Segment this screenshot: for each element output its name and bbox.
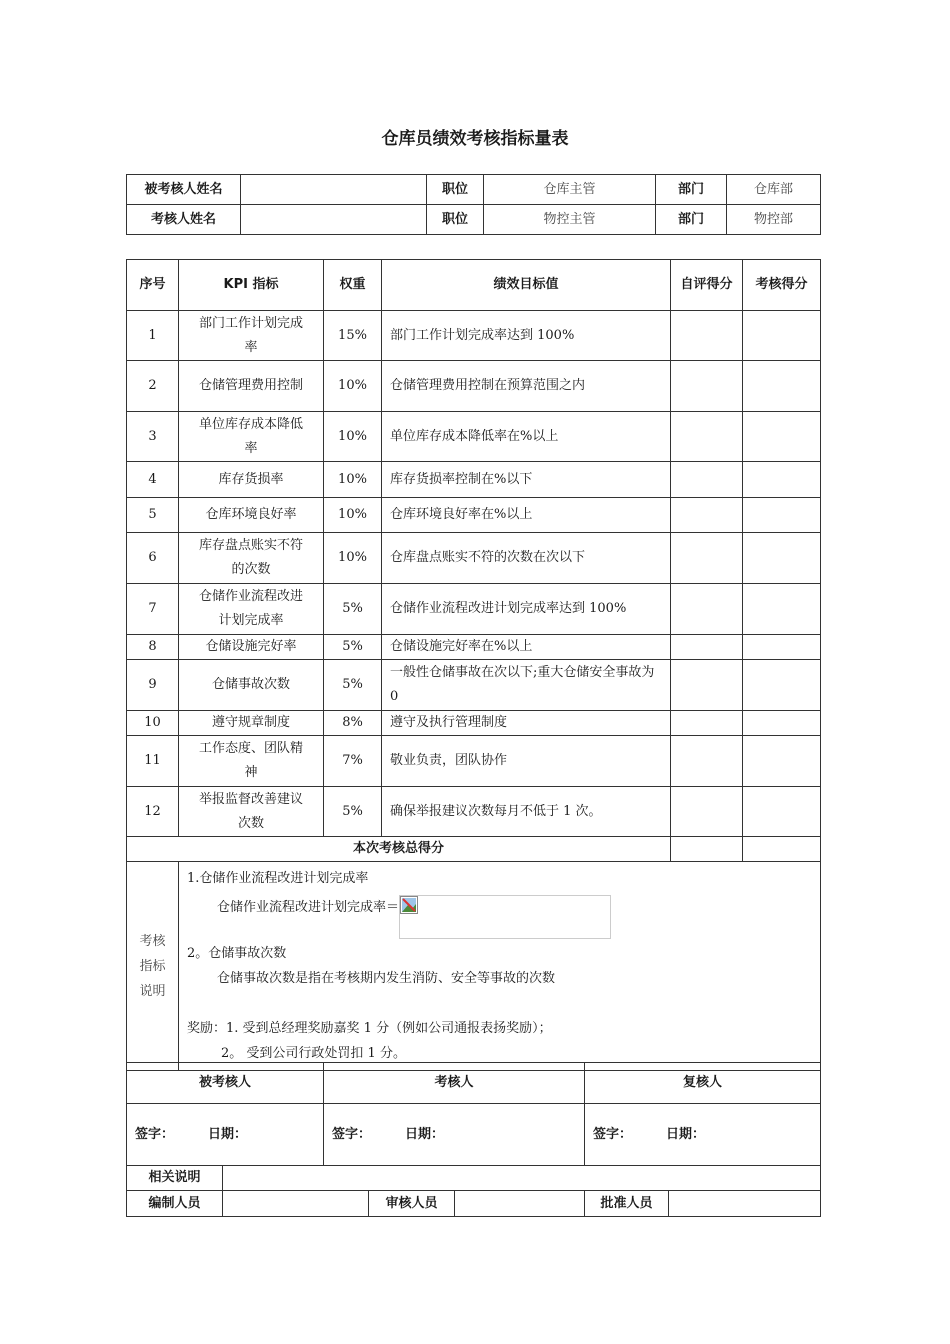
kpi-row — [127, 533, 821, 584]
note-formula-line — [187, 895, 812, 941]
signoff-reviewer-header: 考核人 — [324, 1063, 585, 1104]
related-notes-field[interactable] — [223, 1166, 821, 1191]
employee-date-label: 日期： — [208, 1126, 248, 1142]
kpi-target: 一般性仓储事故在次以下;重大仓储安全事故为 0 — [382, 660, 671, 711]
approval-row — [127, 1191, 821, 1217]
kpi-review-score-field[interactable] — [743, 412, 821, 462]
kpi-self-score-field[interactable] — [671, 736, 743, 787]
kpi-target: 仓储设施完好率在%以上 — [382, 635, 671, 660]
kpi-row — [127, 498, 821, 533]
kpi-review-score-field[interactable] — [743, 311, 821, 361]
kpi-row — [127, 311, 821, 361]
kpi-name: 单位库存成本降低率 — [179, 412, 324, 462]
kpi-no: 11 — [127, 736, 179, 787]
notes-content — [179, 862, 821, 1071]
kpi-name: 库存盘点账实不符的次数 — [179, 533, 324, 584]
signoff-checker-header: 复核人 — [585, 1063, 821, 1104]
reviewer-position-value: 物控主管 — [484, 205, 656, 235]
kpi-no: 10 — [127, 711, 179, 736]
reviewer-row — [127, 205, 821, 235]
note-item2-desc: 仓储事故次数是指在考核期内发生消防、安全等事故的次数 — [217, 971, 556, 986]
kpi-no: 7 — [127, 584, 179, 635]
kpi-target: 仓储管理费用控制在预算范围之内 — [382, 361, 671, 412]
kpi-self-score-field[interactable] — [671, 635, 743, 660]
kpi-self-score-field[interactable] — [671, 311, 743, 361]
reviewer-name-label: 考核人姓名 — [127, 205, 241, 235]
kpi-target: 库存货损率控制在%以下 — [382, 462, 671, 498]
kpi-weight: 5% — [324, 584, 382, 635]
kpi-target: 遵守及执行管理制度 — [382, 711, 671, 736]
kpi-target: 敬业负责，团队协作 — [382, 736, 671, 787]
kpi-row — [127, 736, 821, 787]
kpi-no: 1 — [127, 311, 179, 361]
kpi-weight: 15% — [324, 311, 382, 361]
kpi-review-score-field[interactable] — [743, 498, 821, 533]
col-header-weight: 权重 — [324, 260, 382, 311]
employee-name-label: 被考核人姓名 — [127, 175, 241, 205]
kpi-target: 部门工作计划完成率达到 100% — [382, 311, 671, 361]
kpi-weight: 10% — [324, 462, 382, 498]
kpi-target: 仓储作业流程改进计划完成率达到 100% — [382, 584, 671, 635]
reviewer-date-label: 日期： — [405, 1126, 445, 1142]
kpi-name: 仓储设施完好率 — [179, 635, 324, 660]
kpi-no: 3 — [127, 412, 179, 462]
kpi-no: 5 — [127, 498, 179, 533]
kpi-self-score-field[interactable] — [671, 498, 743, 533]
related-notes-label: 相关说明 — [127, 1166, 223, 1191]
employee-info-table — [126, 174, 821, 235]
reviewed-by-label: 审核人员 — [369, 1191, 455, 1217]
employee-position-value: 仓库主管 — [484, 175, 656, 205]
note-item2-title: 2。仓储事故次数 — [187, 946, 287, 961]
kpi-name: 仓储作业流程改进计划完成率 — [179, 584, 324, 635]
kpi-weight: 5% — [324, 635, 382, 660]
checker-sign-cell[interactable] — [585, 1104, 821, 1166]
employee-position-label: 职位 — [427, 175, 484, 205]
employee-sign-cell[interactable] — [127, 1104, 324, 1166]
reviewer-sign-cell[interactable] — [324, 1104, 585, 1166]
kpi-self-score-field[interactable] — [671, 660, 743, 711]
reviewer-dept-value: 物控部 — [727, 205, 821, 235]
kpi-name: 工作态度、团队精神 — [179, 736, 324, 787]
kpi-header-row — [127, 260, 821, 311]
kpi-name: 仓储管理费用控制 — [179, 361, 324, 412]
kpi-no: 9 — [127, 660, 179, 711]
col-header-target: 绩效目标值 — [382, 260, 671, 311]
kpi-target: 仓库盘点账实不符的次数在次以下 — [382, 533, 671, 584]
kpi-weight: 5% — [324, 660, 382, 711]
signoff-table — [126, 1062, 821, 1217]
kpi-review-score-field[interactable] — [743, 736, 821, 787]
reviewer-position-label: 职位 — [427, 205, 484, 235]
kpi-weight: 10% — [324, 533, 382, 584]
kpi-name: 仓库环境良好率 — [179, 498, 324, 533]
prepared-by-label: 编制人员 — [127, 1191, 223, 1217]
reviewer-name-field[interactable] — [241, 205, 427, 235]
formula-image-placeholder — [399, 895, 611, 939]
kpi-row — [127, 412, 821, 462]
col-header-kpi: KPI 指标 — [179, 260, 324, 311]
signoff-sign-row — [127, 1104, 821, 1166]
kpi-weight: 10% — [324, 361, 382, 412]
total-review-score-field[interactable] — [743, 837, 821, 862]
kpi-name: 库存货损率 — [179, 462, 324, 498]
kpi-no: 2 — [127, 361, 179, 412]
kpi-self-score-field[interactable] — [671, 462, 743, 498]
kpi-weight: 10% — [324, 498, 382, 533]
kpi-no: 4 — [127, 462, 179, 498]
total-self-score-field[interactable] — [671, 837, 743, 862]
kpi-self-score-field[interactable] — [671, 787, 743, 837]
kpi-name: 仓储事故次数 — [179, 660, 324, 711]
kpi-target: 单位库存成本降低率在%以上 — [382, 412, 671, 462]
kpi-self-score-field[interactable] — [671, 584, 743, 635]
employee-row — [127, 175, 821, 205]
kpi-name: 遵守规章制度 — [179, 711, 324, 736]
signoff-header-row — [127, 1063, 821, 1104]
kpi-table — [126, 259, 821, 1071]
kpi-review-score-field[interactable] — [743, 462, 821, 498]
kpi-row — [127, 660, 821, 711]
kpi-self-score-field[interactable] — [671, 412, 743, 462]
note-item1-title: 1.仓储作业流程改进计划完成率 — [187, 871, 369, 886]
note-reward2: 2。 受到公司行政处罚扣 1 分。 — [221, 1046, 406, 1061]
related-notes-row — [127, 1166, 821, 1191]
kpi-weight: 10% — [324, 412, 382, 462]
col-header-no: 序号 — [127, 260, 179, 311]
kpi-review-score-field[interactable] — [743, 787, 821, 837]
employee-sign-label: 签字： — [135, 1126, 175, 1142]
kpi-review-score-field[interactable] — [743, 660, 821, 711]
reviewer-dept-label: 部门 — [656, 205, 727, 235]
kpi-weight: 5% — [324, 787, 382, 837]
kpi-no: 8 — [127, 635, 179, 660]
kpi-self-score-field[interactable] — [671, 533, 743, 584]
kpi-target: 确保举报建议次数每月不低于 1 次。 — [382, 787, 671, 837]
kpi-review-score-field[interactable] — [743, 584, 821, 635]
total-score-row — [127, 837, 821, 862]
kpi-weight: 7% — [324, 736, 382, 787]
approved-by-label: 批准人员 — [585, 1191, 669, 1217]
kpi-no: 6 — [127, 533, 179, 584]
prepared-by-field[interactable] — [223, 1191, 369, 1217]
kpi-no: 12 — [127, 787, 179, 837]
approved-by-field[interactable] — [669, 1191, 821, 1217]
col-header-review-score: 考核得分 — [743, 260, 821, 311]
kpi-name: 举报监督改善建议次数 — [179, 787, 324, 837]
checker-date-label: 日期： — [666, 1126, 706, 1142]
total-score-label: 本次考核总得分 — [127, 837, 671, 862]
note-reward1: 奖励：1. 受到总经理奖励嘉奖 1 分（例如公司通报表扬奖励）； — [187, 1021, 552, 1036]
signoff-employee-header: 被考核人 — [127, 1063, 324, 1104]
kpi-self-score-field[interactable] — [671, 361, 743, 412]
kpi-target: 仓库环境良好率在%以上 — [382, 498, 671, 533]
kpi-self-score-field[interactable] — [671, 711, 743, 736]
broken-image-icon — [400, 896, 418, 914]
kpi-row — [127, 787, 821, 837]
kpi-row — [127, 711, 821, 736]
document-title: 仓库员绩效考核指标量表 — [381, 129, 569, 149]
checker-sign-label: 签字： — [593, 1126, 633, 1142]
employee-dept-value: 仓库部 — [727, 175, 821, 205]
col-header-self-score: 自评得分 — [671, 260, 743, 311]
employee-dept-label: 部门 — [656, 175, 727, 205]
notes-row — [127, 862, 821, 1071]
kpi-review-score-field[interactable] — [743, 361, 821, 412]
kpi-row — [127, 361, 821, 412]
kpi-row — [127, 635, 821, 660]
kpi-row — [127, 584, 821, 635]
kpi-review-score-field[interactable] — [743, 533, 821, 584]
kpi-review-score-field[interactable] — [743, 635, 821, 660]
note-formula-text: 仓储作业流程改进计划完成率＝ — [217, 900, 400, 915]
notes-label: 考核指标说明 — [127, 862, 179, 1071]
kpi-weight: 8% — [324, 711, 382, 736]
kpi-row — [127, 462, 821, 498]
kpi-review-score-field[interactable] — [743, 711, 821, 736]
kpi-name: 部门工作计划完成率 — [179, 311, 324, 361]
employee-name-field[interactable] — [241, 175, 427, 205]
reviewer-sign-label: 签字： — [332, 1126, 372, 1142]
reviewed-by-field[interactable] — [455, 1191, 585, 1217]
